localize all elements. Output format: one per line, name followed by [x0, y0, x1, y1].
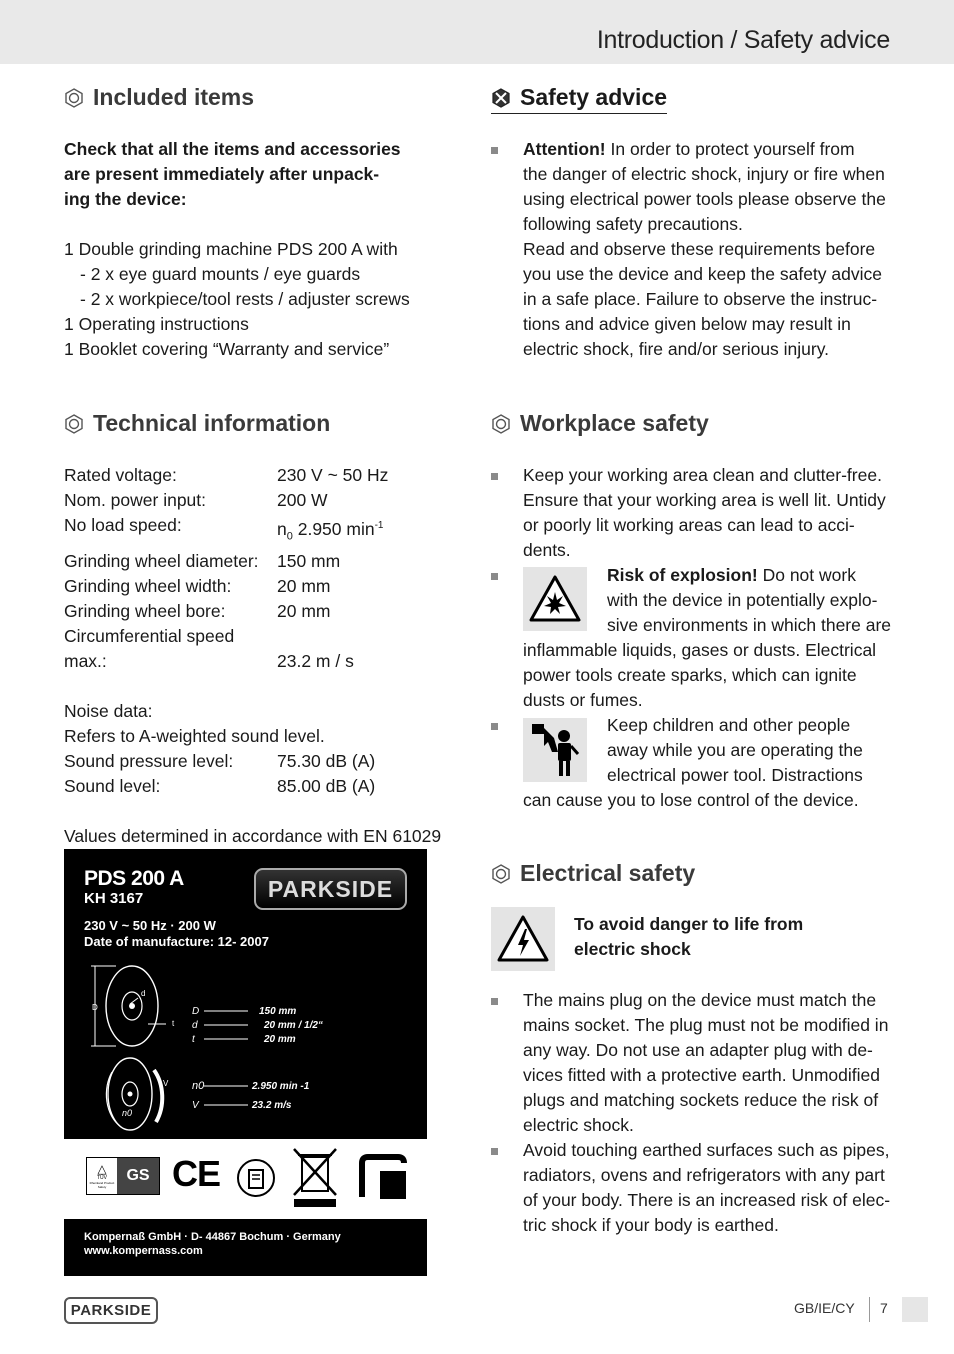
spec-row: Nom. power input: 200 W: [64, 490, 328, 510]
tuv-gs-mark: △ TÜV Rheinland Product Safety GS: [86, 1157, 160, 1195]
svg-text:n0: n0: [192, 1080, 205, 1092]
keep-children-away-icon: [528, 722, 582, 778]
bullet-square: [491, 573, 498, 580]
bullet-square: [491, 147, 498, 154]
explosion-warning-icon-box: [523, 567, 587, 631]
svg-text:V: V: [163, 1079, 169, 1088]
protection-class-icon: [354, 1153, 410, 1201]
hexagon-nut-icon: [491, 88, 511, 108]
svg-text:23.2 m/s: 23.2 m/s: [252, 1100, 292, 1111]
svg-text:n0: n0: [122, 1108, 133, 1118]
spec-row: Grinding wheel diameter: 150 mm: [64, 551, 341, 572]
technical-info-title: Technical information: [93, 410, 331, 436]
svg-text:150 mm: 150 mm: [259, 1006, 297, 1017]
workplace-bullet-2-bottom: inflammable liquids, gases or dusts. Electrical power tools create sparks, which can ignite dusts or fumes.: [523, 640, 877, 710]
svg-text:D: D: [192, 1006, 200, 1017]
electric-shock-icon-box: [491, 907, 555, 971]
plate-date: Date of manufacture: 12- 2007: [84, 934, 269, 949]
svg-text:2.950 min -1: 2.950 min -1: [252, 1081, 310, 1092]
included-intro: Check that all the items and accessories are present immediately after unpack- ing the device:: [64, 139, 401, 209]
svg-text:t: t: [172, 1019, 175, 1028]
noise-title: Noise data:: [64, 701, 153, 722]
spec-row: Circumferential speed: [64, 626, 235, 647]
spec-row: Sound pressure level: 75.30 dB (A): [64, 751, 376, 772]
spec-row: Grinding wheel bore: 20 mm: [64, 601, 331, 622]
electrical-bullet-2: Avoid touching earthed surfaces such as pipes, radiators, ovens and refrigerators with any part of your body. There is an increased risk of elec- tric shock if your body is earthed.: [523, 1140, 891, 1235]
hexagon-nut-icon: [64, 414, 84, 434]
weee-bin-icon: [290, 1145, 340, 1210]
workplace-safety-heading: [491, 410, 709, 437]
electrical-bullet-1: The mains plug on the device must match the mains socket. The plug must not be modified in any way. Do not use an adapter plug with de- vices fitted with a protective earth. Unmodified plugs and matching sockets reduce the risk of electric shock.: [523, 990, 889, 1135]
page-number: 7: [880, 1300, 888, 1316]
spec-table: [64, 463, 441, 849]
bullet-square: [491, 1148, 498, 1155]
warning-triangle-icon: △: [97, 1162, 107, 1176]
noise-note: Refers to A-weighted sound level.: [64, 726, 325, 747]
workplace-safety-title: Workplace safety: [520, 410, 709, 436]
workplace-bullet-3-top: Keep children and other people away while you are operating the electrical power tool. Distractions: [607, 715, 863, 785]
ce-mark: CE: [172, 1153, 221, 1194]
spec-row: Grinding wheel width: 20 mm: [64, 576, 331, 597]
spec-row: max.: 23.2 m / s: [64, 651, 354, 672]
svg-text:t: t: [192, 1034, 195, 1045]
list-item: - 2 x eye guard mounts / eye guards: [80, 264, 361, 284]
svg-text:20 mm: 20 mm: [264, 1034, 296, 1045]
electric-shock-warning: To avoid danger to life from electric shock: [574, 914, 804, 959]
grinding-wheel-diagram: [64, 954, 427, 1139]
hexagon-nut-icon: [491, 414, 511, 434]
svg-text:V: V: [192, 1100, 199, 1111]
safety-advice-heading: [491, 84, 667, 114]
list-item: 1 Booklet covering “Warranty and service”: [64, 339, 390, 359]
plate-web: www.kompernass.com: [84, 1245, 203, 1257]
technical-info-heading: [64, 410, 330, 437]
electrical-safety-title: Electrical safety: [520, 860, 696, 886]
list-item: - 2 x workpiece/tool rests / adjuster screws: [80, 289, 410, 309]
read-manual-icon: [236, 1158, 276, 1198]
svg-text:20 mm / 1/2“: 20 mm / 1/2“: [264, 1020, 323, 1031]
safety-advice-title: Safety advice: [520, 84, 668, 110]
spec-row: Sound level: 85.00 dB (A): [64, 776, 376, 797]
rating-plate: [64, 849, 427, 1276]
footer-divider: [869, 1297, 870, 1322]
hexagon-nut-icon: [64, 88, 84, 108]
safety-attention-paragraph: Attention! In order to protect yourself from the danger of electric shock, injury or fire when using electrical power tools please observe the following safety precautions. Read and observe these requirements before you use the device and keep the safety advice in a safe place. Failure to observe the instruc- tions and advice given below may result in electric shock, fire and/or serious injury.: [523, 139, 886, 359]
spec-row: No load speed: $n_0$ 2.950 $\min^{-1}$: [64, 515, 384, 543]
included-items-title: Included items: [93, 84, 255, 110]
workplace-bullet-1: Keep your working area clean and clutter-free. Ensure that your working area is well lit. Untidy or poorly lit working areas can lead to acci- dents.: [523, 465, 886, 560]
included-list: [64, 237, 410, 362]
workplace-bullet-3-bottom: can cause you to lose control of the device.: [523, 790, 859, 810]
svg-text:D: D: [92, 1003, 98, 1012]
plate-brand-logo: PARKSIDE: [254, 868, 407, 910]
bullet-square: [491, 723, 498, 730]
list-item: 1 Double grinding machine PDS 200 A with: [64, 239, 398, 259]
footer-language: GB/IE/CY: [794, 1300, 855, 1316]
values-note: Values determined in accordance with EN 61029: [64, 826, 442, 847]
plate-model: PDS 200 A: [84, 867, 184, 890]
plate-code: KH 3167: [84, 890, 144, 907]
explosion-warning-icon: [528, 574, 582, 624]
bullet-square: [491, 473, 498, 480]
plate-address: Kompernaß GmbH · D- 44867 Bochum · Germany: [84, 1231, 341, 1243]
svg-text:d: d: [192, 1020, 198, 1031]
page-title: Introduction / Safety advice: [596, 26, 890, 54]
included-items-heading: [64, 84, 254, 111]
svg-text:d: d: [141, 989, 146, 998]
keep-children-away-icon-box: [523, 718, 587, 782]
electric-shock-warning-icon: [496, 914, 550, 964]
plate-power: 230 V ~ 50 Hz · 200 W: [84, 918, 216, 933]
footer-brand-logo: PARKSIDE: [64, 1297, 158, 1324]
spec-row: Rated voltage: 230 V ~ 50 Hz: [64, 465, 389, 485]
bullet-square: [491, 998, 498, 1005]
hexagon-nut-icon: [491, 864, 511, 884]
workplace-bullet-2-top: Risk of explosion! Do not work with the device in potentially explo- sive environments in which there are: [607, 565, 892, 635]
list-item: 1 Operating instructions: [64, 314, 249, 334]
electrical-safety-heading: [491, 860, 695, 887]
footer-tab-marker: [902, 1297, 928, 1322]
